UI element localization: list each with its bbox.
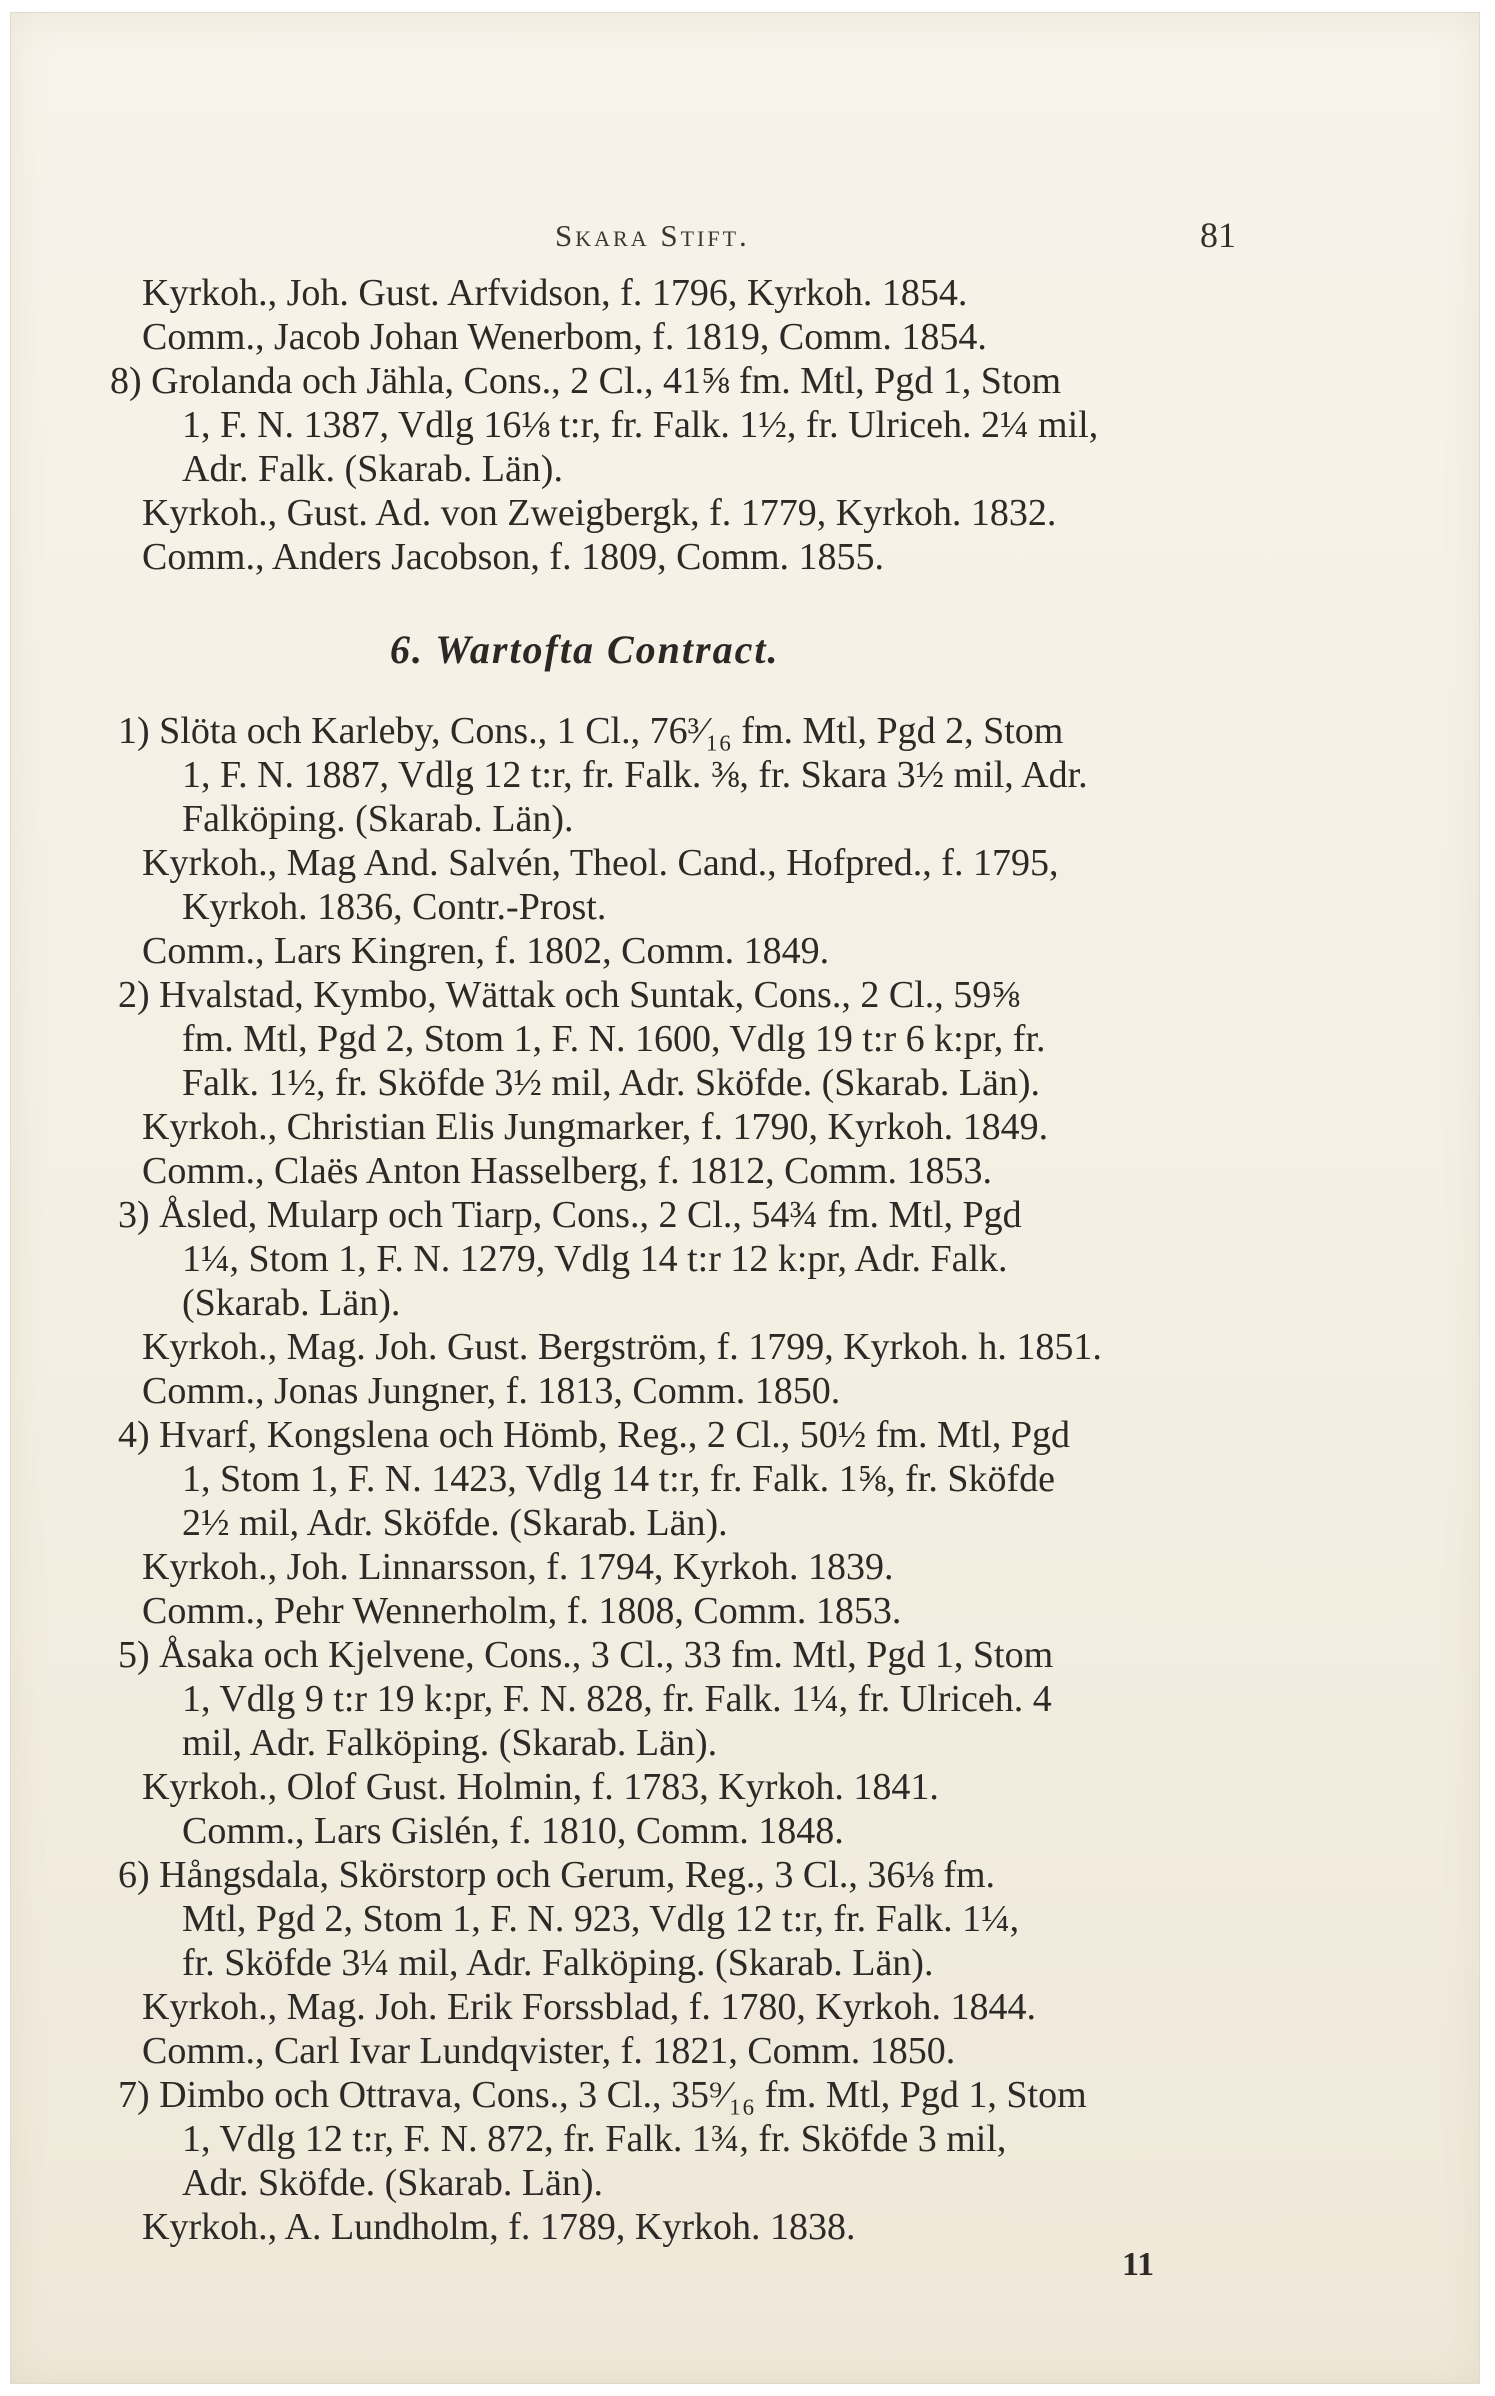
parish-entry-line: 2) Hvalstad, Kymbo, Wättak och Suntak, Cons., 2 Cl., 59⅝ — [118, 974, 1020, 1016]
page-number: 81 — [1200, 215, 1236, 255]
parish-entry-line: 7) Dimbo och Ottrava, Cons., 3 Cl., 35⁹⁄₁₆ fm. Mtl, Pgd 1, Stom — [118, 2074, 1087, 2116]
text-line: Comm., Pehr Wennerholm, f. 1808, Comm. 1853. — [142, 1590, 902, 1632]
text-line: Adr. Falk. (Skarab. Län). — [182, 448, 563, 490]
text-line: Mtl, Pgd 2, Stom 1, F. N. 923, Vdlg 12 t:r, fr. Falk. 1¼, — [182, 1898, 1020, 1940]
text-line: 1, Vdlg 9 t:r 19 k:pr, F. N. 828, fr. Falk. 1¼, fr. Ulriceh. 4 — [182, 1678, 1052, 1720]
signature-mark: 11 — [1122, 2246, 1155, 2283]
text-line: Kyrkoh., Mag. Joh. Gust. Bergström, f. 1799, Kyrkoh. h. 1851. — [142, 1326, 1102, 1368]
text-line: Comm., Carl Ivar Lundqvister, f. 1821, Comm. 1850. — [142, 2030, 956, 2072]
text-line: Kyrkoh., Mag And. Salvén, Theol. Cand., Hofpred., f. 1795, — [142, 842, 1059, 884]
text-line: Comm., Jacob Johan Wenerbom, f. 1819, Comm. 1854. — [142, 316, 987, 358]
parish-entry-line: 6) Hångsdala, Skörstorp och Gerum, Reg., 3 Cl., 36⅛ fm. — [118, 1854, 996, 1896]
text-line: Falk. 1½, fr. Sköfde 3½ mil, Adr. Sköfde. (Skarab. Län). — [182, 1062, 1041, 1104]
parish-entry-line: 4) Hvarf, Kongslena och Hömb, Reg., 2 Cl., 50½ fm. Mtl, Pgd — [118, 1414, 1071, 1456]
text-line: Comm., Lars Gislén, f. 1810, Comm. 1848. — [182, 1810, 844, 1852]
text-line: Kyrkoh., Mag. Joh. Erik Forssblad, f. 1780, Kyrkoh. 1844. — [142, 1986, 1037, 2028]
text-line: 1¼, Stom 1, F. N. 1279, Vdlg 14 t:r 12 k:pr, Adr. Falk. — [182, 1238, 1008, 1280]
text-line: 1, Vdlg 12 t:r, F. N. 872, fr. Falk. 1¾, fr. Sköfde 3 mil, — [182, 2118, 1007, 2160]
text-line: Kyrkoh., A. Lundholm, f. 1789, Kyrkoh. 1838. — [142, 2206, 856, 2248]
text-line: 1, F. N. 1387, Vdlg 16⅛ t:r, fr. Falk. 1½, fr. Ulriceh. 2¼ mil, — [182, 404, 1099, 446]
text-line: Comm., Lars Kingren, f. 1802, Comm. 1849. — [142, 930, 830, 972]
text-line: Kyrkoh., Joh. Linnarsson, f. 1794, Kyrkoh. 1839. — [142, 1546, 894, 1588]
text-line: 2½ mil, Adr. Sköfde. (Skarab. Län). — [182, 1502, 728, 1544]
text-line: Kyrkoh., Olof Gust. Holmin, f. 1783, Kyrkoh. 1841. — [142, 1766, 939, 1808]
running-title: Skara Stift. — [555, 218, 750, 253]
parish-entry-line: 8) Grolanda och Jähla, Cons., 2 Cl., 41⅝ fm. Mtl, Pgd 1, Stom — [110, 360, 1062, 402]
text-line: Comm., Jonas Jungner, f. 1813, Comm. 1850. — [142, 1370, 841, 1412]
text-line: (Skarab. Län). — [182, 1282, 401, 1324]
text-line: Adr. Sköfde. (Skarab. Län). — [182, 2162, 604, 2204]
text-line: fm. Mtl, Pgd 2, Stom 1, F. N. 1600, Vdlg 19 t:r 6 k:pr, fr. — [182, 1018, 1046, 1060]
text-line: Kyrkoh., Christian Elis Jungmarker, f. 1790, Kyrkoh. 1849. — [142, 1106, 1049, 1148]
parish-entry-line: 5) Åsaka och Kjelvene, Cons., 3 Cl., 33 fm. Mtl, Pgd 1, Stom — [118, 1634, 1054, 1676]
text-line: Falköping. (Skarab. Län). — [182, 798, 574, 840]
page-top-strip — [0, 0, 1030, 12]
text-line: Kyrkoh. 1836, Contr.-Prost. — [182, 886, 607, 928]
parish-entry-line: 3) Åsled, Mularp och Tiarp, Cons., 2 Cl., 54¾ fm. Mtl, Pgd — [118, 1194, 1022, 1236]
text-line: Comm., Anders Jacobson, f. 1809, Comm. 1855. — [142, 536, 885, 578]
text-line: Kyrkoh., Gust. Ad. von Zweigbergk, f. 1779, Kyrkoh. 1832. — [142, 492, 1057, 534]
text-line: 1, F. N. 1887, Vdlg 12 t:r, fr. Falk. ⅜, fr. Skara 3½ mil, Adr. — [182, 754, 1088, 796]
text-line: 1, Stom 1, F. N. 1423, Vdlg 14 t:r, fr. Falk. 1⅝, fr. Sköfde — [182, 1458, 1055, 1500]
text-line: Comm., Claës Anton Hasselberg, f. 1812, Comm. 1853. — [142, 1150, 993, 1192]
text-line: fr. Sköfde 3¼ mil, Adr. Falköping. (Skarab. Län). — [182, 1942, 934, 1984]
text-line: Kyrkoh., Joh. Gust. Arfvidson, f. 1796, Kyrkoh. 1854. — [142, 272, 968, 314]
section-heading: 6. Wartofta Contract. — [390, 627, 780, 672]
parish-entry-line: 1) Slöta och Karleby, Cons., 1 Cl., 76³⁄₁₆ fm. Mtl, Pgd 2, Stom — [118, 710, 1064, 752]
text-line: mil, Adr. Falköping. (Skarab. Län). — [182, 1722, 718, 1764]
